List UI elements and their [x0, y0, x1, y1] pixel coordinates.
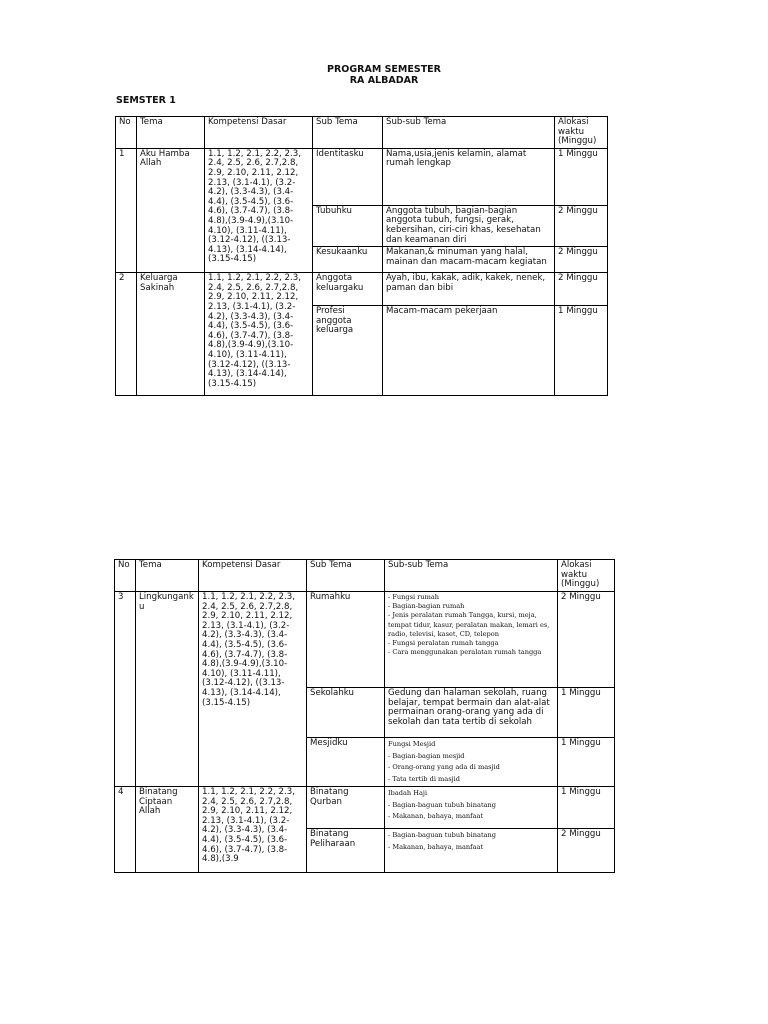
page-subtitle: RA ALBADAR [349, 75, 419, 86]
row-tema: Aku Hamba Allah [137, 148, 205, 272]
subsub-line: - Tata tertib di masjid [388, 774, 460, 783]
row-sub-sub-tema [385, 829, 558, 873]
table-header-row [115, 560, 615, 592]
page-title: PROGRAM SEMESTER [327, 64, 441, 75]
row-alokasi: 1 Minggu [555, 306, 608, 396]
row-sub-tema: Rumahku [307, 592, 385, 688]
header-tema: Tema [137, 117, 205, 149]
row-sub-sub-tema: Anggota tubuh, bagian-bagian anggota tubuh, fungsi, gerak, kebersihan, ciri-ciri khas, kesehatan dan keamanan diri [383, 205, 555, 246]
header-no: No [116, 117, 137, 149]
subsub-line: - Makanan, bahaya, manfaat [388, 842, 484, 851]
subsub-line: - Orang-orang yang ada di masjid [388, 763, 500, 771]
row-sub-tema: Sekolahku [307, 688, 385, 738]
row-alokasi: 1 Minggu [558, 688, 615, 738]
subsub-line: - Bagian-baguan tubuh binatang [388, 800, 496, 809]
row-tema: Keluarga Sakinah [137, 273, 205, 396]
row-alokasi: 2 Minggu [555, 247, 608, 273]
row-sub-sub-tema: Gedung dan halaman sekolah, ruang belajar, tempat bermain dan alat-alat permainan orang-orang yang ada di sekolah dan tata tertib di sekolah [385, 688, 558, 738]
row-alokasi: 2 Minggu [555, 205, 608, 246]
list-item: - Fungsi peralatan rumah tangga [388, 639, 554, 648]
header-sub-tema: Sub Tema [313, 117, 383, 149]
row-tema: Lingkungank u [136, 592, 199, 787]
row-kompetensi-dasar: 1.1, 1.2, 2.1, 2.2, 2.3, 2.4, 2.5, 2.6, 2.7,2.8, 2.9, 2.10, 2.11, 2.12, 2.13, (3.1-4.1), (3.2-4.2), (3.3-4.3), (3.4-4.4), (3.5-4.5), (3.6-4.6), (3.7-4.7), (3.8-4.8),(3.9-4.9),(3.10-4.10), (3.11-4.11), (3.12-4.12), ((3.13-4.13), (3.14-4.14), (3.15-4.15) [199, 592, 307, 787]
header-alokasi-waktu: Alokasi waktu (Minggu) [558, 560, 615, 592]
header-tema: Tema [136, 560, 199, 592]
row-sub-tema: Identitasku [313, 148, 383, 205]
row-sub-sub-tema [385, 738, 558, 787]
row-sub-sub-tema [385, 592, 558, 688]
table-row [115, 592, 615, 688]
row-sub-sub-tema [385, 787, 558, 829]
row-sub-tema: Kesukaanku [313, 247, 383, 273]
row-sub-sub-tema: Makanan,& minuman yang halal, mainan dan macam-macam kegiatan [383, 247, 555, 273]
semester-table-2 [114, 559, 615, 873]
row-sub-sub-tema: Ayah, ibu, kakak, adik, kakek, nenek, paman dan bibi [383, 273, 555, 306]
list-item: - Jenis peralatan rumah Tangga, kursi, meja, tempat tidur, kasur, peralatan makan, lemari es, radio, televisi, kaset, CD, telepon [388, 611, 554, 639]
row-alokasi: 1 Minggu [558, 738, 615, 787]
row-sub-tema: Tubuhku [313, 205, 383, 246]
semester-table-1 [115, 116, 608, 396]
header-no: No [115, 560, 136, 592]
header-kompetensi-dasar: Kompetensi Dasar [199, 560, 307, 592]
list-item: - Fungsi rumah [388, 593, 554, 602]
row-sub-tema: Anggota keluargaku [313, 273, 383, 306]
header-kompetensi-dasar: Kompetensi Dasar [205, 117, 313, 149]
row-sub-sub-tema: Nama,usia,jenis kelamin, alamat rumah lengkap [383, 148, 555, 205]
row-no: 4 [115, 787, 136, 873]
row-sub-tema: Profesi anggota keluarga [313, 306, 383, 396]
semester-label: SEMSTER 1 [116, 95, 176, 106]
subsub-line: - Bagian-bagian mesjid [388, 751, 465, 760]
header-sub-sub-tema: Sub-sub Tema [383, 117, 555, 149]
row-sub-tema: Binatang Qurban [307, 787, 385, 829]
table-row [116, 148, 608, 205]
row-tema: Binatang Ciptaan Allah [136, 787, 199, 873]
row-kompetensi-dasar: 1.1, 1.2, 2.1, 2.2, 2.3, 2.4, 2.5, 2.6, 2.7,2.8, 2.9, 2.10, 2.11, 2.12, 2.13, (3.1-4.1), (3.2-4.2), (3.3-4.3), (3.4-4.4), (3.5-4.5), (3.6-4.6), (3.7-4.7), (3.8-4.8),(3.9 [199, 787, 307, 873]
row-alokasi: 1 Minggu [555, 148, 608, 205]
header-alokasi-waktu: Alokasi waktu (Minggu) [555, 117, 608, 149]
subsub-line: Ibadah Haji [388, 789, 428, 797]
row-sub-tema: Binatang Peliharaan [307, 829, 385, 873]
header-sub-tema: Sub Tema [307, 560, 385, 592]
row-kompetensi-dasar: 1.1, 1.2, 2.1, 2.2, 2.3, 2.4, 2.5, 2.6, 2.7,2.8, 2.9, 2.10, 2.11, 2.12, 2.13, (3.1-4.1), (3.2-4.2), (3.3-4.3), (3.4-4.4), (3.5-4.5), (3.6-4.6), (3.7-4.7), (3.8-4.8),(3.9-4.9),(3.10-4.10), (3.11-4.11), (3.12-4.12), ((3.13-4.13), (3.14-4.14), (3.15-4.15) [205, 148, 313, 272]
row-alokasi: 2 Minggu [558, 829, 615, 873]
row-no: 1 [116, 148, 137, 272]
table-header-row [116, 117, 608, 149]
row-sub-sub-tema: Macam-macam pekerjaan [383, 306, 555, 396]
row-no: 2 [116, 273, 137, 396]
subsub-list [388, 593, 554, 657]
row-alokasi: 1 Minggu [558, 787, 615, 829]
list-item: - Cara menggunakan peralatan rumah tangga [388, 648, 554, 657]
subsub-line: Fungsi Mesjid [388, 740, 436, 748]
row-alokasi: 2 Minggu [558, 592, 615, 688]
table-row [115, 787, 615, 829]
row-alokasi: 2 Minggu [555, 273, 608, 306]
table-row [116, 273, 608, 306]
row-sub-tema: Mesjidku [307, 738, 385, 787]
subsub-line: - Makanan, bahaya, manfaat [388, 812, 484, 820]
list-item: - Bagian-bagian rumah [388, 602, 554, 611]
header-sub-sub-tema: Sub-sub Tema [385, 560, 558, 592]
row-no: 3 [115, 592, 136, 787]
row-kompetensi-dasar: 1.1, 1.2, 2.1, 2.2, 2.3, 2.4, 2.5, 2.6, 2.7,2.8, 2.9, 2.10, 2.11, 2.12, 2.13, (3.1-4.1), (3.2-4.2), (3.3-4.3), (3.4-4.4), (3.5-4.5), (3.6-4.6), (3.7-4.7), (3.8-4.8),(3.9-4.9),(3.10-4.10), (3.11-4.11), (3.12-4.12), ((3.13-4.13), (3.14-4.14), (3.15-4.15) [205, 273, 313, 396]
subsub-line: - Bagian-baguan tubuh binatang [388, 831, 496, 839]
